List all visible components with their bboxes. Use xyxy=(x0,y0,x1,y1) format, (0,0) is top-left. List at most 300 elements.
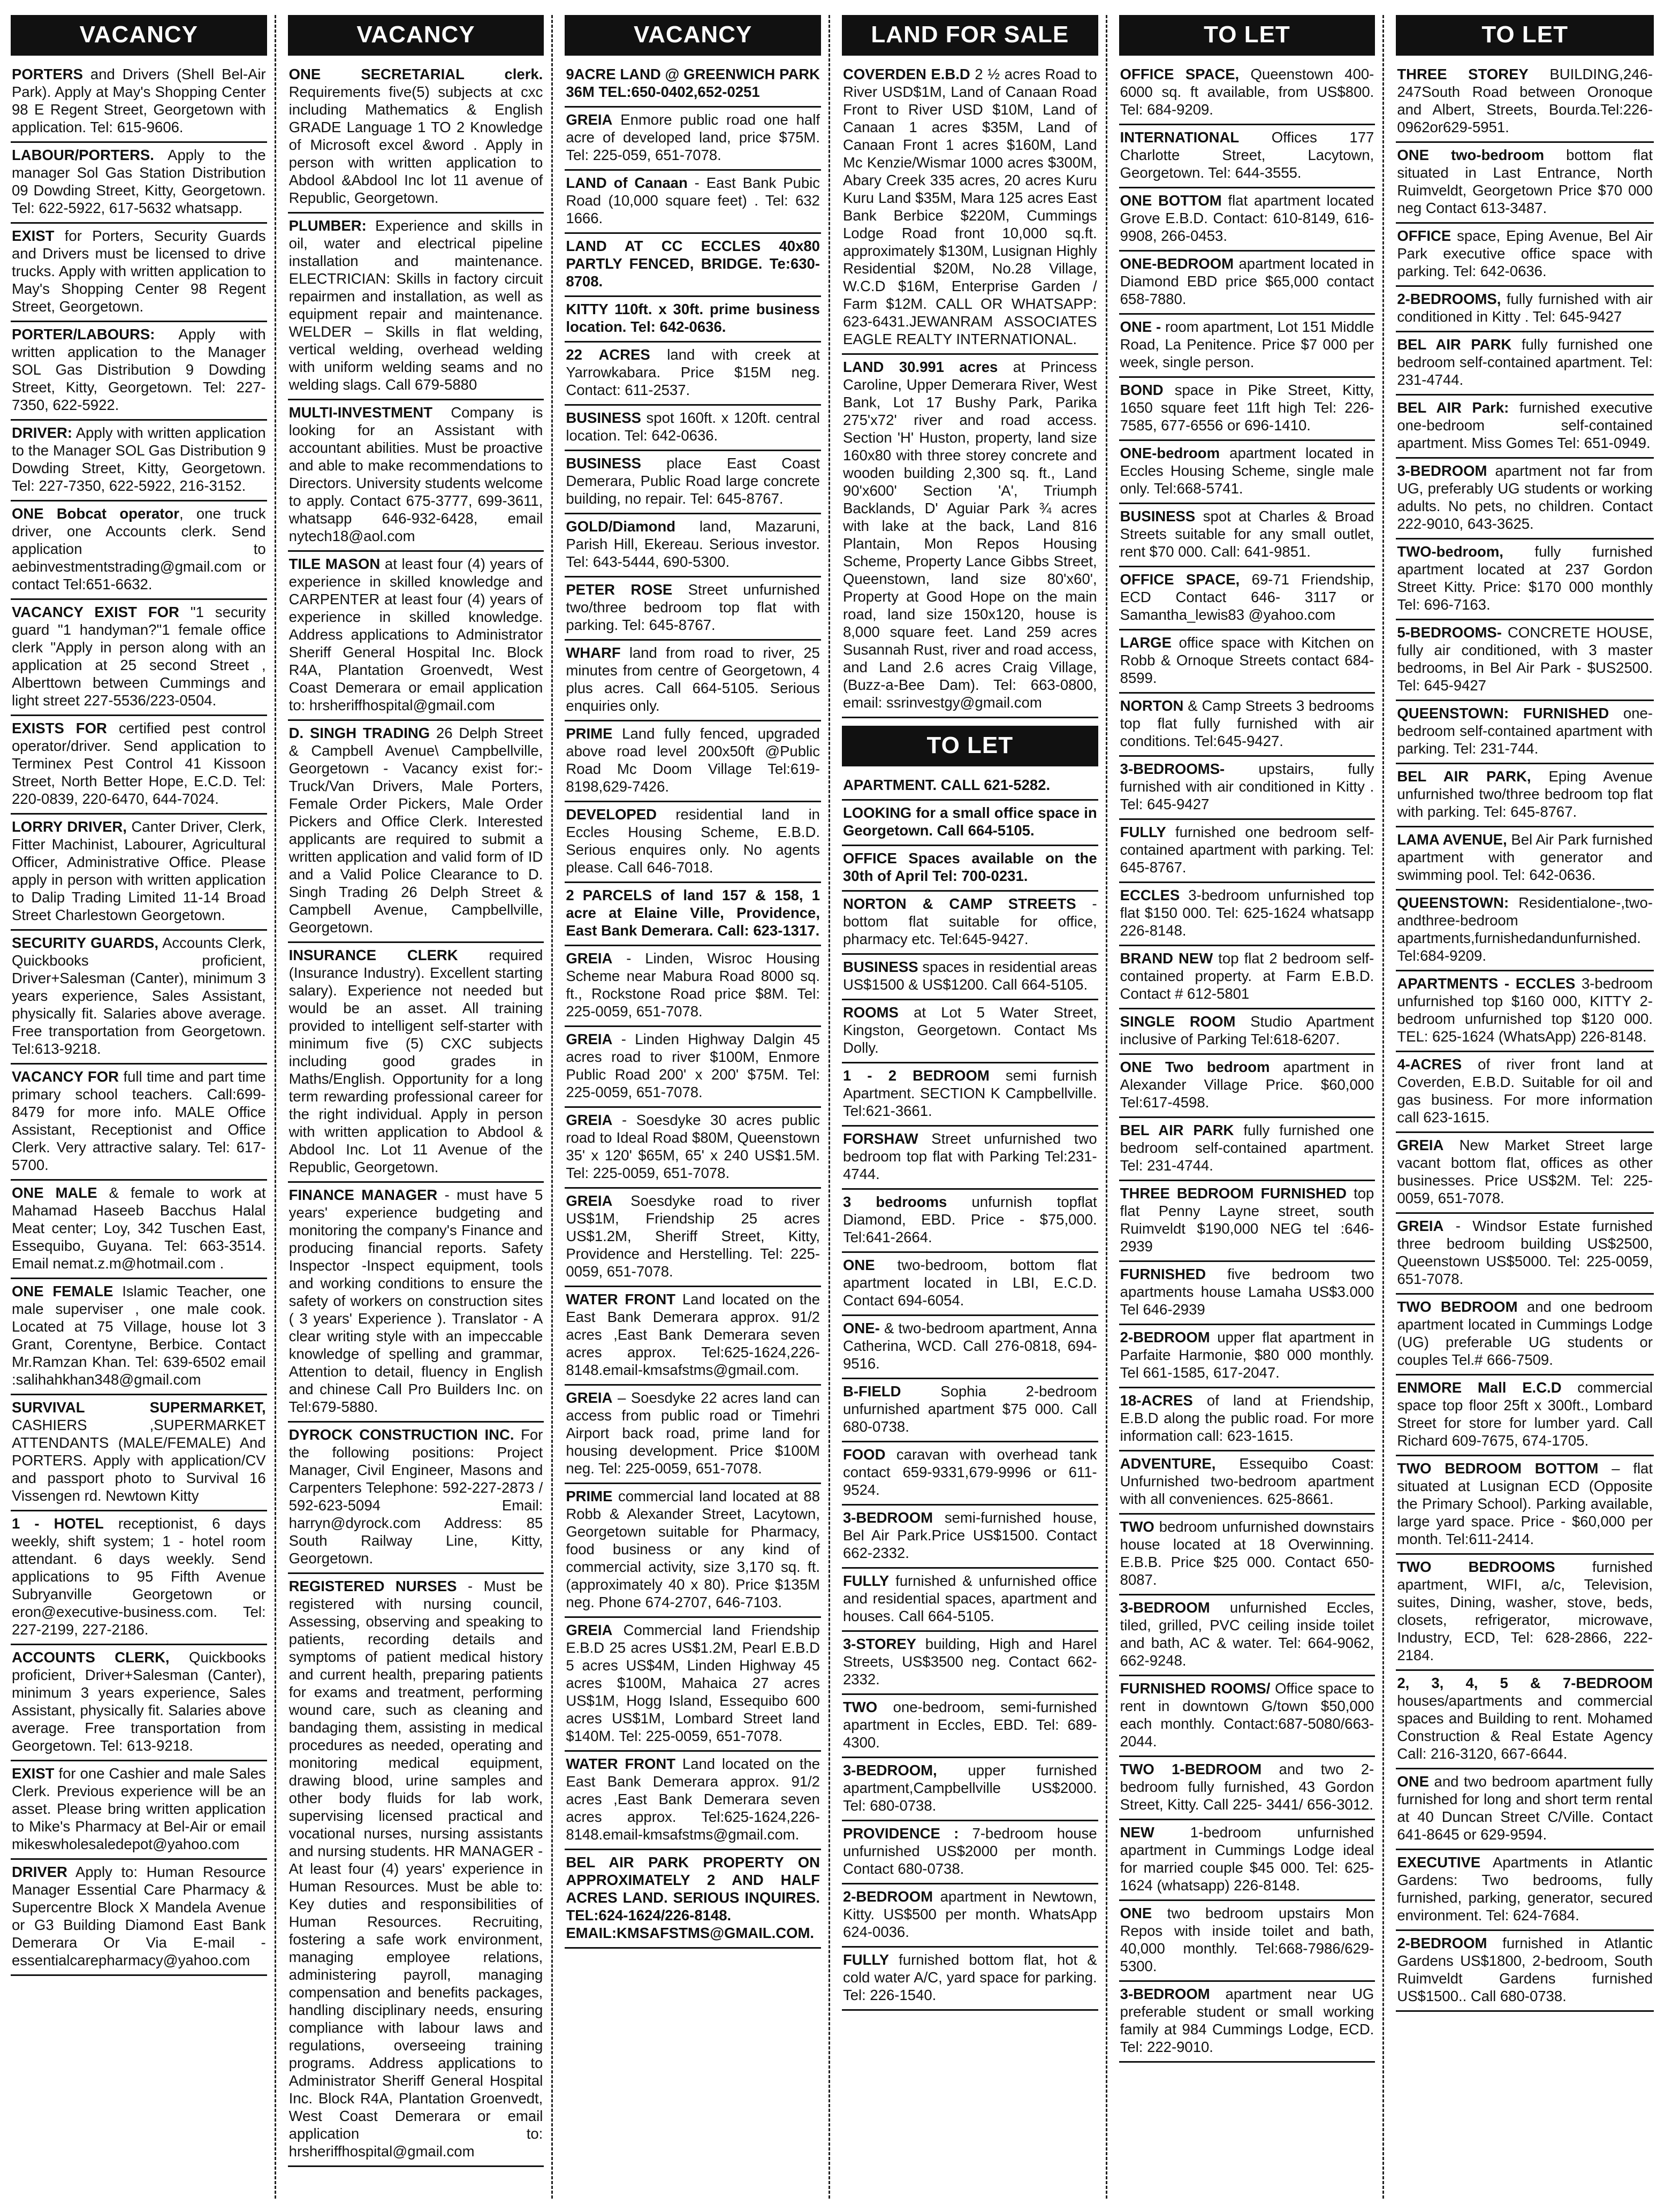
classified-ad xyxy=(842,1506,1098,1569)
section-heading: VACANCY xyxy=(565,15,821,56)
classified-ad xyxy=(565,1850,821,1949)
ad-text: semi-furnished house, Bel Air Park.Price US$1500. Contact 662-2332. xyxy=(842,1509,1097,1561)
ad-lead: APARTMENTS - ECCLES xyxy=(1397,975,1576,992)
classified-ad xyxy=(1119,1451,1375,1515)
classified-ad xyxy=(565,1287,821,1386)
column-3 xyxy=(565,15,830,2199)
ad-list xyxy=(1396,62,1654,2012)
classified-ad xyxy=(1119,1055,1375,1118)
classified-ad xyxy=(11,1645,267,1761)
ad-lead: PROVIDENCE : xyxy=(842,1825,959,1842)
ad-lead: ONE xyxy=(842,1257,875,1273)
ad-lead: ONE SECRETARIAL clerk. xyxy=(288,66,543,82)
classified-ad xyxy=(1119,1595,1375,1676)
ad-lead: GREIA xyxy=(566,1031,613,1047)
ad-text: certified pest control operator/driver. Send application to Terminex Pest Control 41 Kissoon Street, North Better Hope, E.C.D. Tel: 220-0839, 220-6470, 644-7024. xyxy=(12,720,266,807)
ad-lead: 3-BEDROOMS- xyxy=(1120,761,1225,777)
section-heading: VACANCY xyxy=(288,15,544,56)
classified-ad xyxy=(11,815,267,931)
classified-ad xyxy=(565,883,821,946)
ad-lead: BUSINESS xyxy=(1120,508,1196,525)
classified-ad xyxy=(1396,1052,1654,1133)
section-heading: TO LET xyxy=(1119,15,1375,56)
ad-lead: THREE STOREY xyxy=(1397,66,1529,82)
section-subheading: TO LET xyxy=(842,726,1098,766)
ad-text: "1 security guard "1 handyman?"1 female office clerk "Apply in person along with an application at 25 second Street , Alberttown between Cummings and light street 227-5536/223-0504. xyxy=(12,604,266,709)
classified-ad xyxy=(1396,1375,1654,1456)
classified-ad xyxy=(842,355,1098,718)
classified-ad xyxy=(842,1127,1098,1190)
classified-ad xyxy=(11,1181,267,1279)
ad-lead: GREIA xyxy=(566,111,613,128)
ad-text: for one Cashier and male Sales Clerk. Previous experience will be an asset. Please bring written application to Mike's Pharmacy at Bel-Air or email mikeswholesaledepot@yahoo.com xyxy=(12,1765,266,1852)
ad-text: 3-bedroom unfurnished top $160 000, KITTY 2-bedroom unfurnished top $120 000. TEL: 625-1624 (WhatsApp) 226-8148. xyxy=(1397,975,1653,1045)
ad-text: top flat 2 bedroom self-contained property. at Farm E.B.D. Contact # 612-5801 xyxy=(1120,950,1374,1002)
ad-lead: FOOD xyxy=(842,1446,886,1463)
ad-text: apartment located in Eccles Housing Scheme, single male only. Tel:668-5741. xyxy=(1120,445,1374,497)
ad-lead: LARGE xyxy=(1120,634,1172,651)
classified-ad xyxy=(11,501,267,600)
ad-text: commercial space top floor 25ft x 300ft., Lombard Street for store for lumber yard. Call Richard 609-7675, 674-1705. xyxy=(1397,1379,1653,1449)
ad-list xyxy=(1119,62,1375,2063)
classified-ad xyxy=(288,1574,544,2167)
ad-text: - Linden, Wisroc Housing Scheme near Mabura Road 8000 sq. ft., Rockstone Road price $8M. Tel: 225-0059, 651-7078. xyxy=(566,950,820,1020)
ad-text: Studio Apartment inclusive of Parking Tel:618-6207. xyxy=(1120,1013,1374,1047)
ad-text: at Princess Caroline, Upper Demerara River, West Bank, Lot 17 Bushy Park, Parika 275'x72' river and road access. Section 'H' Huston, property, land size 160x80 with three storey concrete and wooden building 2,300 sq. ft., Land 90'x600' Section 'A', Triumph Backlands, D' Aguiar Park ¾ acres with lake at the back, Land 816 Plantain, Mon Repos Housing Scheme, Property Lance Gibbs Street, Queenstown, land size 80'x60', Property at Good Hope on the main road, land size 150x120, house is 8,000 square feet. Land 259 acres Susannah Rust, river and road access, and Land 2.6 acres Craig Village, (Buzz-a-Bee Dam). Tel: 663-0800, email: ssrinvestgy@gmail.com xyxy=(842,359,1097,711)
ad-lead: BEL AIR PARK xyxy=(1397,336,1512,353)
ad-lead: VACANCY FOR xyxy=(12,1068,119,1085)
ad-text: residential land in Eccles Housing Scheme, E.B.D. Serious enquires only. No agents please. Call 646-7018. xyxy=(566,806,820,876)
ad-lead: ONE Bobcat operator xyxy=(12,505,179,522)
classified-ad xyxy=(565,1484,821,1618)
ad-text: & two-bedroom apartment, Anna Catherina, WCD. Call 276-0818, 694-9516. xyxy=(842,1320,1097,1372)
classified-ad xyxy=(565,62,821,108)
ad-list xyxy=(288,62,544,2167)
ad-lead: NORTON xyxy=(1120,697,1184,714)
ad-text: bottom flat situated in Last Entrance, North Ruimveldt, Georgetown Price $70 000 neg Contact 613-3487. xyxy=(1397,147,1653,216)
classified-ad xyxy=(1119,1118,1375,1181)
ad-text: apartment not far from UG, preferably UG students or working adults. No pets, no children. Contact 222-9010, 643-3625. xyxy=(1397,462,1653,532)
ad-lead: 1 - HOTEL xyxy=(12,1515,104,1532)
ad-text: - bottom flat suitable for office, pharmacy etc. Tel:645-9427. xyxy=(842,895,1097,947)
ad-lead: 3 bedrooms xyxy=(842,1194,947,1210)
ad-text: Accounts Clerk, Quickbooks proficient, Driver+Salesman (Canter), minimum 3 years experience, Sales Assistant, physically fit. Salaries above average. Free transportation from Georgetown. Tel:613-9218. xyxy=(12,934,266,1057)
ad-text: spot at Charles & Broad Streets suitable for any small outlet, rent $70 000. Call: 641-9851. xyxy=(1120,508,1374,560)
classified-ad xyxy=(1396,1295,1654,1375)
ad-text: fully furnished apartment located at 237 Gordon Street Kitty. Price: $170 000 monthly Tel: 696-7163. xyxy=(1397,543,1653,613)
ad-text: Land located on the East Bank Demerara approx. 91/2 acres ,East Bank Demerara seven acres approx. Tel:625-1624,226-8148.email-kmsafstms@gmail.com. xyxy=(566,1291,820,1378)
ad-text: furnished bottom flat, hot & cold water A/C, yard space for parking. Tel: 226-1540. xyxy=(842,1951,1097,2003)
classified-ad xyxy=(1396,1850,1654,1931)
ad-lead: 2, 3, 4, 5 & 7-BEDROOM xyxy=(1397,1675,1653,1691)
ad-text: - East Bank Pubic Road (10,000 square feet) . Tel: 632 1666. xyxy=(566,174,820,226)
ad-text: Experience and skills in oil, water and electrical pipeline installation and maintenance. ELECTRICIAN: Skills in factory circuit repairmen and installation, as well as equipment repair and maintenance. WELDER – Skills in flat welding, vertical welding, overhead welding with uniform welding seams and no welding slags. Call 679-5880 xyxy=(288,217,543,393)
ad-lead: ONE-BEDROOM xyxy=(1120,255,1234,272)
ad-lead: FORSHAW xyxy=(842,1130,918,1147)
ad-lead: GREIA xyxy=(1397,1218,1444,1234)
section-heading: LAND FOR SALE xyxy=(842,15,1098,56)
ad-lead: TWO BEDROOMS xyxy=(1397,1559,1555,1575)
classified-ad xyxy=(842,1379,1098,1442)
ad-text: Queenstown 400-6000 sq. ft available, from US$800. Tel: 684-9209. xyxy=(1120,66,1374,118)
ad-text: flat apartment located Grove E.B.D. Contact: 610-8149, 616-9908, 266-0453. xyxy=(1120,192,1374,244)
ad-text: and one bedroom apartment located in Cummings Lodge (UG) preferable UG students or couples Tel.# 666-7509. xyxy=(1397,1298,1653,1368)
ad-lead: NEW xyxy=(1120,1824,1154,1841)
classified-ad xyxy=(1119,315,1375,378)
ad-lead: KITTY 110ft. x 30ft. prime business location. Tel: 642-0636. xyxy=(566,301,820,335)
ad-text: one-bedroom, semi-furnished apartment in Eccles, EBD. Tel: 689-4300. xyxy=(842,1699,1097,1751)
classified-ad xyxy=(1119,1181,1375,1262)
classified-ad xyxy=(1396,1931,1654,2012)
ad-text: unfurnish topflat Diamond, EBD. Price - $75,000. Tel:641-2664. xyxy=(842,1194,1097,1245)
classified-ad xyxy=(1119,1901,1375,1982)
classified-ad xyxy=(1396,891,1654,971)
ad-text: and two 2-bedroom fully furnished, 43 Gordon Street, Kitty. Call 225- 3441/ 656-3012. xyxy=(1120,1761,1374,1813)
ad-text: fully furnished one bedroom self-contained apartment. Tel: 231-4744. xyxy=(1397,336,1653,388)
ad-lead: GREIA xyxy=(566,950,613,967)
classified-ad xyxy=(1396,1769,1654,1850)
ad-text: Land fully fenced, upgraded above road level 200x50ft @Public Road Mc Doom Village Tel:619-8198,629-7426. xyxy=(566,725,820,795)
ad-text: 26 Delph Street & Campbell Avenue\ Campbellville, Georgetown - Vacancy exist for:-Truck/Van Drivers, Male Porters, Female Order Pickers, Male Order Pickers and Office Clerk. Interested applicants are required to submit a written application and valid form of ID and a Valid Police Clearance to D. Singh Trading 26 Delph Street & Campbell Avenue, Campbellville, Georgetown. xyxy=(288,725,543,936)
classified-ad xyxy=(11,1395,267,1511)
ad-lead: TWO BEDROOM xyxy=(1397,1298,1518,1315)
ad-text: unfurnished Eccles, tiled, grilled, PVC ceiling inside toilet and bath, AC & water. Tel: 664-9062, 662-9248. xyxy=(1120,1599,1374,1669)
ad-text: apartment located in Diamond EBD price $65,000 contact 658-7880. xyxy=(1120,255,1374,307)
ad-lead: BUSINESS xyxy=(566,409,641,426)
ad-lead: OFFICE Spaces available on the 30th of April Tel: 700-0231. xyxy=(842,850,1097,884)
ad-lead: ONE two-bedroom xyxy=(1397,147,1545,163)
ad-text: upper flat apartment in Parfaite Harmonie, $80 000 monthly. Tel 661-1585, 617-2047. xyxy=(1120,1329,1374,1381)
classified-ad xyxy=(565,343,821,406)
classified-ad xyxy=(565,641,821,721)
ad-text: commercial land located at 88 Robb & Alexander Street, Lacytown, Georgetown suitable for Pharmacy, food business or any kind of commercial activity, size 3,170 sq. ft. (approximately 40 x 80). Price $135M neg. Phone 674-2707, 646-7103. xyxy=(566,1488,820,1610)
ad-lead: TWO xyxy=(1120,1518,1154,1535)
ad-lead: B-FIELD xyxy=(842,1383,901,1400)
ad-lead: GOLD/Diamond xyxy=(566,518,676,535)
ad-text: of land at Friendship, E.B.D along the public road. For more information call: 623-1615. xyxy=(1120,1392,1374,1444)
classified-ad xyxy=(1396,701,1654,764)
classified-ad xyxy=(1396,1133,1654,1214)
classified-ad xyxy=(1119,125,1375,188)
column-4 xyxy=(842,15,1107,2199)
ad-lead: DEVELOPED xyxy=(566,806,657,823)
ad-text: bedroom unfurnished downstairs house located at 18 Overwinning. E.B.B. Price $25 000. Contact 650-8087. xyxy=(1120,1518,1374,1588)
classified-ad xyxy=(1119,820,1375,883)
ad-lead: FULLY xyxy=(842,1572,890,1589)
ad-text: fully furnished with air conditioned in Kitty . Tel: 645-9427 xyxy=(1397,291,1653,325)
ad-lead: 22 ACRES xyxy=(566,346,650,363)
classified-ad xyxy=(1119,1757,1375,1820)
ad-text: - Soesdyke 30 acres public road to Ideal Road $80M, Queenstown 35' x 120' $65M, 65' x 240 US$1.5M. Tel: 225-0059, 651-7078. xyxy=(566,1112,820,1181)
classified-ad xyxy=(565,577,821,641)
ad-lead: 2-BEDROOM xyxy=(1397,1935,1487,1951)
classified-ad xyxy=(842,1821,1098,1884)
classified-ad xyxy=(565,514,821,577)
ad-text: and two bedroom apartment fully furnished for long and short term rental at 40 Duncan Street C/Ville. Contact 641-8645 or 629-9594. xyxy=(1397,1773,1653,1843)
ad-lead: GREIA xyxy=(1397,1137,1444,1153)
ad-text: & female to work at Mahamad Haseeb Bacchus Halal Meat center; Loy, 342 Tuschen East, Essequibo, Guyana. Tel: 663-3514. Email nemat.z.m@hotmail.com . xyxy=(12,1184,266,1272)
classified-ad xyxy=(842,801,1098,846)
classified-ad xyxy=(565,1108,821,1189)
ad-text: Residentialone-,two-andthree-bedroom apartments,furnishedandunfurnished. Tel:684-9209. xyxy=(1397,894,1653,964)
classified-ad xyxy=(11,931,267,1065)
classified-ad xyxy=(1119,1676,1375,1757)
ad-text: furnished executive one-bedroom self-contained apartment. Miss Gomes Tel: 651-0949. xyxy=(1397,399,1653,451)
ad-lead: FINANCE MANAGER xyxy=(288,1187,438,1203)
ad-text: Land located on the East Bank Demerara approx. 91/2 acres ,East Bank Demerara seven acres approx. Tel:625-1624,226-8148.email-kmsafstms@gmail.com. xyxy=(566,1755,820,1843)
classified-ad xyxy=(1119,1262,1375,1325)
ad-lead: INTERNATIONAL xyxy=(1120,129,1240,146)
classified-ad xyxy=(11,143,267,224)
ad-lead: DYROCK CONSTRUCTION INC. xyxy=(288,1426,514,1443)
ad-text: Bel Air Park furnished apartment with generator and swimming pool. Tel: 642-0636. xyxy=(1397,831,1653,883)
classified-ad xyxy=(1396,459,1654,539)
classified-ad xyxy=(565,451,821,514)
classified-ad xyxy=(288,214,544,400)
ad-lead: TWO-bedroom, xyxy=(1397,543,1503,560)
ad-list-2 xyxy=(842,773,1098,2011)
ad-lead: LOOKING for a small office space in Georgetown. Call 664-5105. xyxy=(842,804,1097,839)
ad-lead: EXECUTIVE xyxy=(1397,1854,1481,1871)
classified-ad xyxy=(565,1752,821,1850)
classified-ad xyxy=(1396,827,1654,891)
ad-lead: ONE xyxy=(1120,1905,1152,1921)
ad-text: Office space to rent in downtown G/town $50,000 each monthly. Contact:687-5080/663-2044. xyxy=(1120,1680,1374,1750)
ad-lead: MULTI-INVESTMENT xyxy=(288,404,433,421)
classified-ad xyxy=(1119,441,1375,504)
ad-lead: 18-ACRES xyxy=(1120,1392,1193,1409)
ad-lead: PORTERS xyxy=(12,66,83,82)
classified-ad xyxy=(11,1279,267,1395)
classified-ad xyxy=(842,1253,1098,1316)
classified-ad xyxy=(565,802,821,883)
ad-text: furnished one bedroom self-contained apartment with parking. Tel: 645-8767. xyxy=(1120,824,1374,876)
ad-text: 69-71 Friendship, ECD Contact 646- 3117 or Samantha_lewis83 @yahoo.com xyxy=(1120,571,1374,623)
ad-lead: DRIVER xyxy=(12,1864,67,1880)
classified-ad xyxy=(1119,378,1375,441)
classified-ad xyxy=(842,773,1098,801)
ad-text: Essequibo Coast: Unfurnished two-bedroom apartment with all conveniences. 625-8661. xyxy=(1120,1455,1374,1507)
ad-lead: TWO xyxy=(842,1699,878,1715)
ad-lead: 5-BEDROOMS- xyxy=(1397,624,1502,641)
ad-lead: LAND of Canaan xyxy=(566,174,688,191)
classified-ad xyxy=(1119,1982,1375,2063)
ad-lead: WATER FRONT xyxy=(566,1291,676,1308)
ad-text: - Linden Highway Dalgin 45 acres road to river $100M, Enmore Public Road 200' x 200' $75M. Tel: 225-0059, 651-7078. xyxy=(566,1031,820,1100)
classified-ad xyxy=(11,1860,267,1976)
classified-ad xyxy=(288,552,544,721)
classified-ad xyxy=(1396,764,1654,827)
classified-ad xyxy=(565,406,821,451)
ad-lead: 1 - 2 BEDROOM xyxy=(842,1067,990,1084)
classified-ad xyxy=(11,421,267,501)
ad-lead: ONE FEMALE xyxy=(12,1283,113,1299)
section-heading: TO LET xyxy=(1396,15,1654,56)
classified-ad xyxy=(842,62,1098,355)
ad-lead: GREIA xyxy=(566,1622,613,1638)
ad-text: BUILDING,246-247South Road between Oronoque and Albert, Streets, Bourda.Tel:226-0962or629-5951. xyxy=(1397,66,1653,135)
classified-ad xyxy=(288,400,544,552)
ad-text: of river front land at Coverden, E.B.D. Suitable for oil and gas business. For more information call 623-1615. xyxy=(1397,1056,1653,1126)
ad-text: furnished & unfurnished office and residential spaces, apartment and houses. Call 664-5105. xyxy=(842,1572,1097,1624)
ad-text: at least four (4) years of experience in skilled knowledge and CARPENTER at least four (4) years of experience in skilled knowledge. Address applications to Administrator Sheriff General Hospital Inc. Block R4A, Plantation Groenvedt, West Coast Demerara or email application to: hrsheriffhospital@gmail.com xyxy=(288,556,543,713)
ad-text: Apartments in Atlantic Gardens: Two bedrooms, fully furnished, parking, generator, secured environment. Tel: 624-7684. xyxy=(1397,1854,1653,1924)
classified-ad xyxy=(1119,946,1375,1009)
ad-text: fully furnished one bedroom self-contained apartment. Tel: 231-4744. xyxy=(1120,1122,1374,1174)
classified-ad xyxy=(288,1423,544,1574)
ad-lead: APARTMENT. CALL 621-5282. xyxy=(842,777,1051,793)
ad-text: Soesdyke road to river US$1M, Friendship 25 acres US$1.2M, Sheriff Street, Kitty, Providence and Herstelling. Tel: 225-0059, 651-7078. xyxy=(566,1192,820,1280)
classified-ad xyxy=(11,1511,267,1645)
classified-ad xyxy=(565,171,821,234)
ad-text: Apply to: Human Resource Manager Essential Care Pharmacy & Supercentre Block X Mandela Avenue or G3 Building Diamond East Bank Demerara Or Via E-mail - essentialcarepharmacy@yahoo.com xyxy=(12,1864,266,1968)
classified-ad xyxy=(11,62,267,143)
classified-ad xyxy=(1119,883,1375,946)
ad-lead: REGISTERED NURSES xyxy=(288,1578,457,1594)
classified-ad xyxy=(1119,188,1375,252)
ad-lead: FULLY xyxy=(1120,824,1166,840)
classified-ad xyxy=(1119,757,1375,820)
ad-lead: VACANCY EXIST FOR xyxy=(12,604,179,620)
ad-lead: SINGLE ROOM xyxy=(1120,1013,1236,1030)
classified-ad xyxy=(1119,567,1375,630)
ad-text: houses/apartments and commercial spaces and Building to rent. Mohamed Construction & Real Estate Agency Call: 216-3120, 667-6644. xyxy=(1397,1692,1653,1762)
ad-lead: INSURANCE CLERK xyxy=(288,947,458,963)
classified-ad xyxy=(11,1065,267,1181)
classified-ad xyxy=(288,721,544,943)
ad-lead: BEL AIR PARK, xyxy=(1397,768,1531,785)
ad-lead: ONE- xyxy=(842,1320,880,1336)
ad-lead: FURNISHED ROOMS/ xyxy=(1120,1680,1271,1697)
ad-text: Company is looking for an Assistant with accountant abilities. Must be proactive and able to make recommendations to Directors. University students welcome to apply. Contact 675-3777, 699-3611, whatsapp 646-932-6428, email nytech18@aol.com xyxy=(288,404,543,544)
ad-lead: SECURITY GUARDS, xyxy=(12,934,158,951)
ad-text: upper furnished apartment,Campbellville US$2000. Tel: 680-0738. xyxy=(842,1762,1097,1814)
section-heading: VACANCY xyxy=(11,15,267,56)
ad-lead: TWO BEDROOM BOTTOM xyxy=(1397,1460,1599,1477)
ad-text: Requirements five(5) subjects at cxc including Mathematics & English GRADE Language 1 TO 2 Knowledge of Microsoft excel &word . Apply in person with written application to Abdool &Abdool Inc lot 11 avenue of Republic, Georgetown. xyxy=(288,83,543,206)
ad-text: & Camp Streets 3 bedrooms top flat fully furnished with air conditions. Tel:645-9427. xyxy=(1120,697,1374,749)
classified-ad xyxy=(1119,694,1375,757)
classified-ad xyxy=(11,322,267,421)
ad-lead: COVERDEN E.B.D xyxy=(842,66,970,82)
ad-list xyxy=(842,62,1098,718)
ad-lead: EXISTS FOR xyxy=(12,720,107,736)
classified-ad xyxy=(288,62,544,214)
ad-lead: OFFICE xyxy=(1397,227,1451,244)
classified-ad xyxy=(565,297,821,343)
classified-ad xyxy=(1119,1325,1375,1388)
ad-lead: PORTER/LABOURS: xyxy=(12,326,155,343)
ad-lead: LORRY DRIVER, xyxy=(12,818,127,835)
ad-lead: ENMORE Mall E.C.D xyxy=(1397,1379,1562,1396)
ad-text: for Porters, Security Guards and Drivers must be licensed to drive trucks. Apply with written application to May's Shopping Center 98 Regent Street, Georgetown. xyxy=(12,227,266,315)
ad-lead: GREIA xyxy=(566,1389,613,1406)
classified-ad xyxy=(1396,620,1654,701)
ad-text: place East Coast Demerara, Public Road large concrete building, no repair. Tel: 645-8767. xyxy=(566,455,820,507)
ad-lead: LAMA AVENUE, xyxy=(1397,831,1507,848)
classified-ad xyxy=(1396,1671,1654,1769)
ad-lead: 3-BEDROOM xyxy=(842,1509,933,1526)
ad-lead: OFFICE SPACE, xyxy=(1120,66,1240,82)
ad-lead: NORTON & CAMP STREETS xyxy=(842,895,1076,912)
ad-lead: BEL AIR PARK PROPERTY ON APPROXIMATELY 2 AND HALF ACRES LAND. SERIOUS INQUIRES. TEL:624-1624/226-8148. EMAIL:KMSAFSTMS@GMAIL.COM. xyxy=(566,1854,820,1941)
classified-ad xyxy=(565,234,821,297)
ad-text: five bedroom two apartments house Lamaha US$3.000 Tel 646-2939 xyxy=(1120,1266,1374,1318)
ad-lead: 3-BEDROOM xyxy=(1120,1599,1210,1616)
classified-ad xyxy=(565,1386,821,1484)
ad-text: apartment near UG preferable student or small working family at 984 Cummings Lodge, ECD. Tel: 222-9010. xyxy=(1120,1986,1374,2055)
ad-text: Apply to the manager Sol Gas Station Distribution 09 Dowding Street, Kitty, Georgetown. Tel: 622-5922, 617-5632 whatsapp. xyxy=(12,147,266,216)
classified-ad xyxy=(1396,1214,1654,1295)
classified-ad xyxy=(1396,396,1654,459)
ad-list xyxy=(565,62,821,1949)
column-2 xyxy=(288,15,553,2199)
ad-text: 1-bedroom unfurnished apartment in Cummings Lodge ideal for married couple $45 000. Tel: 625-1624 (whatsapp) 226-8148. xyxy=(1120,1824,1374,1894)
ad-text: - must have 5 years' experience budgeting and monitoring the company's Finance and producing financial reports. Safety Inspector -Inspect equipment, tools and working conditions to ensure the safety of workers on construction sites ( 3 years' Experience ). Translator - A clear writing style with an impeccable knowledge of spelling and grammar, Attention to detail, fluency in English and chinese Call Pro Builders Inc. on Tel:679-5880. xyxy=(288,1187,543,1415)
ad-lead: WHARF xyxy=(566,644,621,661)
column-6 xyxy=(1396,15,1661,2199)
classified-ad xyxy=(11,224,267,322)
ad-lead: ONE-bedroom xyxy=(1120,445,1220,461)
ad-lead: ADVENTURE, xyxy=(1120,1455,1216,1472)
classified-ad xyxy=(842,1632,1098,1695)
ad-lead: BRAND NEW xyxy=(1120,950,1213,967)
classified-ad xyxy=(565,946,821,1027)
classified-ad xyxy=(1396,62,1654,143)
ad-lead: TILE MASON xyxy=(288,556,381,572)
ad-text: at Lot 5 Water Street, Kingston, Georgetown. Contact Ms Dolly. xyxy=(842,1004,1097,1056)
classified-ad xyxy=(288,943,544,1183)
ad-text: required (Insurance Industry). Excellent starting salary). Experience not needed but would be an asset. All training provided to intelligent self-starter with minimum five (5) CXC subjects including good grades in Maths/English. Opportunity for a long term rewarding professional career for the right individual. Apply in person with written application to Abdool & Abdool Inc. Lot 11 Avenue of the Republic, Georgetown. xyxy=(288,947,543,1175)
ad-lead: DRIVER: xyxy=(12,424,73,441)
ad-text: Sophia 2-bedroom unfurnished apartment $75 000. Call 680-0738. xyxy=(842,1383,1097,1435)
ad-lead: FULLY xyxy=(842,1951,890,1968)
ad-text: – Soesdyke 22 acres land can access from public road or Timehri Airport back road, prime land for housing development. Price $100M neg. Tel: 225-0059, 651-7078. xyxy=(566,1389,820,1477)
classified-ad xyxy=(842,1695,1098,1758)
ad-lead: ONE xyxy=(1397,1773,1429,1790)
classified-ad xyxy=(565,108,821,171)
ad-text: full time and part time primary school teachers. Call:699-8479 for more info. MALE Office Assistant, Receptionist and Office Clerk. Very attractive salary. Tel: 617-5700. xyxy=(12,1068,266,1173)
ad-lead: ONE BOTTOM xyxy=(1120,192,1222,209)
ad-text: , one truck driver, one Accounts clerk. Send application to aebinvestmentstrading@gmail.com or contact Tel:651-6632. xyxy=(12,505,266,592)
classified-ad xyxy=(842,1442,1098,1506)
ad-lead: QUEENSTOWN: FURNISHED xyxy=(1397,705,1609,721)
ad-lead: BEL AIR PARK xyxy=(1120,1122,1234,1138)
ad-lead: BOND xyxy=(1120,382,1164,398)
classified-ad xyxy=(1119,504,1375,567)
classified-ad xyxy=(842,1884,1098,1948)
ad-lead: 3-STOREY xyxy=(842,1636,917,1652)
ad-lead: TWO 1-BEDROOM xyxy=(1120,1761,1262,1777)
ad-lead: EXIST xyxy=(12,227,55,244)
classified-ad xyxy=(1119,1009,1375,1055)
ad-lead: PRIME xyxy=(566,1488,613,1504)
ad-lead: D. SINGH TRADING xyxy=(288,725,430,741)
ad-text: two-bedroom, bottom flat apartment located in LBI, E.C.D. Contact 694-6054. xyxy=(842,1257,1097,1309)
classified-ad xyxy=(1396,143,1654,224)
ad-text: - Must be registered with nursing council, Assessing, observing and speaking to patients, recording details and symptoms of patient medical history and current health, preparing patients for exams and treatment, performing wound care, such as cleaning and bandaging them, assisting in medical procedures as needed, operating and monitoring medical equipment, drawing blood, urine samples and other body fluids for lab work, supervising licensed practical and vocational nurses, nursing assistants and nursing students. HR MANAGER - At least four (4) years' experience in Human Resources. Must be able to: Key duties and responsibilities of Human Resources. Recruiting, fostering a safe work environment, managing employee relations, administering payroll, managing compensation and benefits packages, handling disciplinary needs, ensuring compliance with labour laws and regulations, overseeing training programs. Address applications to Administrator Sheriff General Hospital Inc. Block R4A, Plantation Groenvedt, West Coast Demerara or email application to: hrsheriffhospital@gmail.com xyxy=(288,1578,543,2160)
ad-text: two bedroom upstairs Mon Repos with inside toilet and bath, 40,000 monthly. Tel:668-7986/629-5300. xyxy=(1120,1905,1374,1974)
ad-lead: QUEENSTOWN: xyxy=(1397,894,1509,911)
ad-lead: BUSINESS xyxy=(842,959,918,975)
ad-text: Street unfurnished two/three bedroom top flat with parking. Tel: 645-8767. xyxy=(566,581,820,633)
ad-text: New Market Street large vacant bottom flat, offices as other businesses. Price US$2M. Tel: 225-0059, 651-7078. xyxy=(1397,1137,1653,1206)
ad-lead: 2 PARCELS of land 157 & 158, 1 acre at Elaine Ville, Providence, East Bank Demerara. Call: 623-1317. xyxy=(566,887,820,939)
classified-ad xyxy=(1396,224,1654,287)
ad-text: space, Eping Avenue, Bel Air Park executive office space with parking. Tel: 642-0636. xyxy=(1397,227,1653,279)
ad-lead: PETER ROSE xyxy=(566,581,673,598)
classified-ad xyxy=(842,1000,1098,1063)
